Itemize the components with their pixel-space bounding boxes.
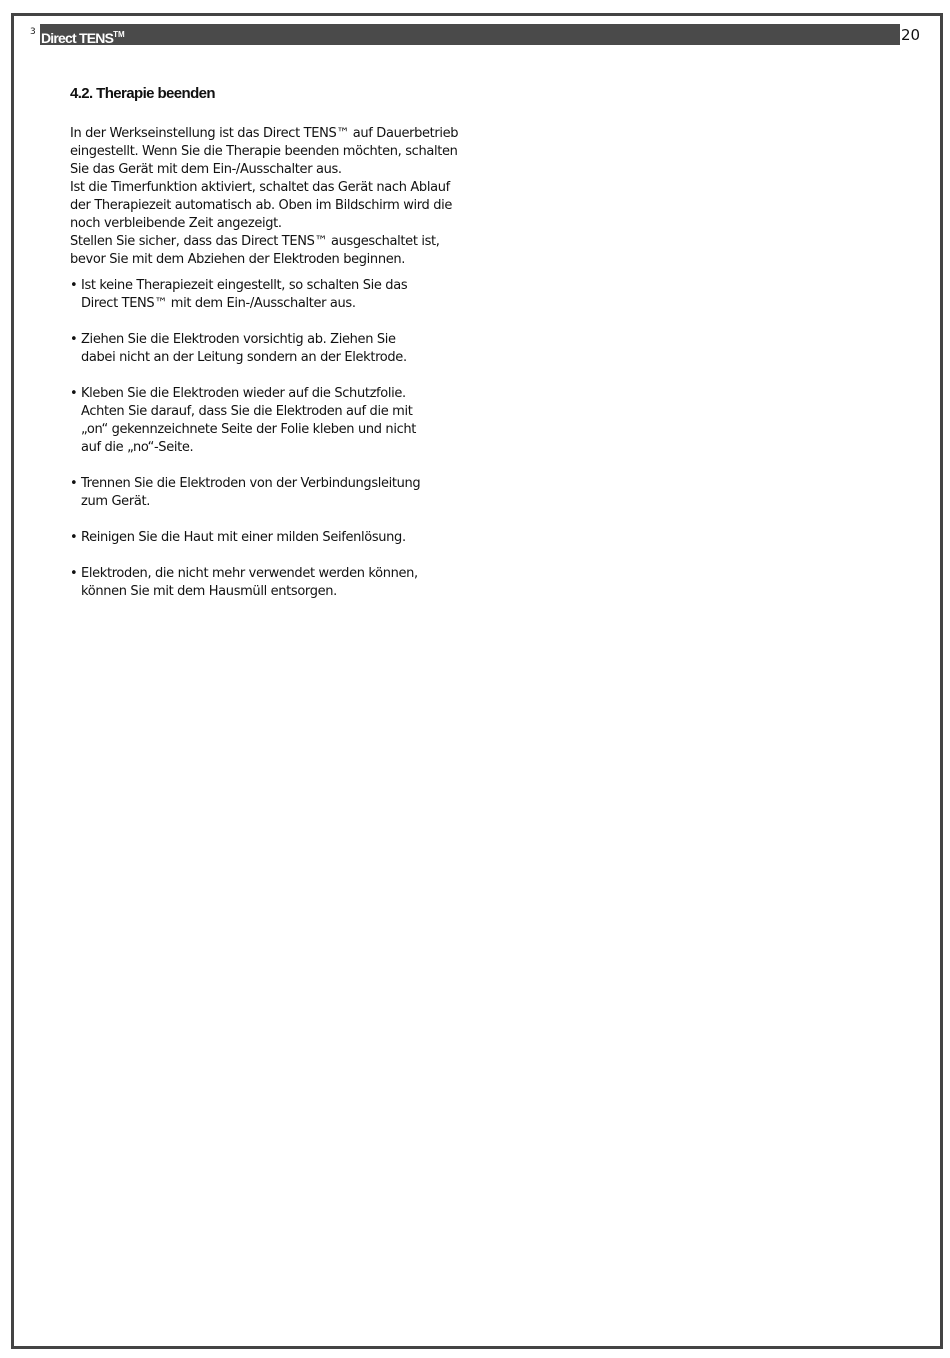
list-item [70,565,490,601]
list-item-line: Kleben Sie die Elektroden wieder auf die Schutzfolie. [81,386,406,401]
intro-paragraph [70,125,490,269]
list-item [70,475,490,511]
list-item-line: Ist keine Therapiezeit eingestellt, so schalten Sie das [81,278,408,293]
list-item-line: Direct TENS™ mit dem Ein-/Ausschalter aus. [81,296,356,311]
list-item-line: dabei nicht an der Leitung sondern an der Elektrode. [81,350,407,365]
header-title-text: Direct TENS [41,30,114,46]
intro-line: der Therapiezeit automatisch ab. Oben im Bildschirm wird die [70,198,453,213]
bullet-icon: • [70,386,78,401]
intro-line: eingestellt. Wenn Sie die Therapie beenden möchten, schalten [70,144,458,159]
intro-line: noch verbleibende Zeit angezeigt. [70,216,282,231]
list-item-line: Elektroden, die nicht mehr verwendet werden können, [81,566,418,581]
list-item-line: Reinigen Sie die Haut mit einer milden Seifenlösung. [81,530,406,545]
list-item-line: können Sie mit dem Hausmüll entsorgen. [81,584,337,599]
instruction-list [70,277,490,601]
header-title [41,26,125,47]
main-content [70,84,490,619]
intro-line: Ist die Timerfunktion aktiviert, schaltet das Gerät nach Ablauf [70,180,450,195]
bullet-icon: • [70,332,78,347]
list-item-line: Trennen Sie die Elektroden von der Verbindungsleitung [81,476,421,491]
bullet-icon: • [70,566,78,581]
bullet-icon: • [70,476,78,491]
section-heading: 4.2. Therapie beenden [70,85,215,102]
list-item-line: Ziehen Sie die Elektroden vorsichtig ab. Ziehen Sie [81,332,396,347]
list-item [70,277,490,313]
intro-line: bevor Sie mit dem Abziehen der Elektroden beginnen. [70,252,406,267]
header-bar [40,24,900,45]
list-item-line: „on“ gekennzeichnete Seite der Folie kleben und nicht [81,422,417,437]
list-item-line: auf die „no“-Seite. [81,440,194,455]
bullet-icon: • [70,278,78,293]
page-number: 20 [901,26,921,44]
list-item-line: zum Gerät. [81,494,150,509]
bullet-icon: • [70,530,78,545]
intro-line: In der Werkseinstellung ist das Direct TENS™ auf Dauerbetrieb [70,126,459,141]
header-title-trademark: TM [113,30,125,39]
list-item-line: Achten Sie darauf, dass Sie die Elektroden auf die mit [81,404,413,419]
list-item [70,529,490,547]
list-item [70,385,490,457]
intro-line: Sie das Gerät mit dem Ein-/Ausschalter aus. [70,162,342,177]
list-item [70,331,490,367]
intro-line: Stellen Sie sicher, dass das Direct TENS™ ausgeschaltet ist, [70,234,440,249]
corner-mark: 3 [30,27,36,37]
